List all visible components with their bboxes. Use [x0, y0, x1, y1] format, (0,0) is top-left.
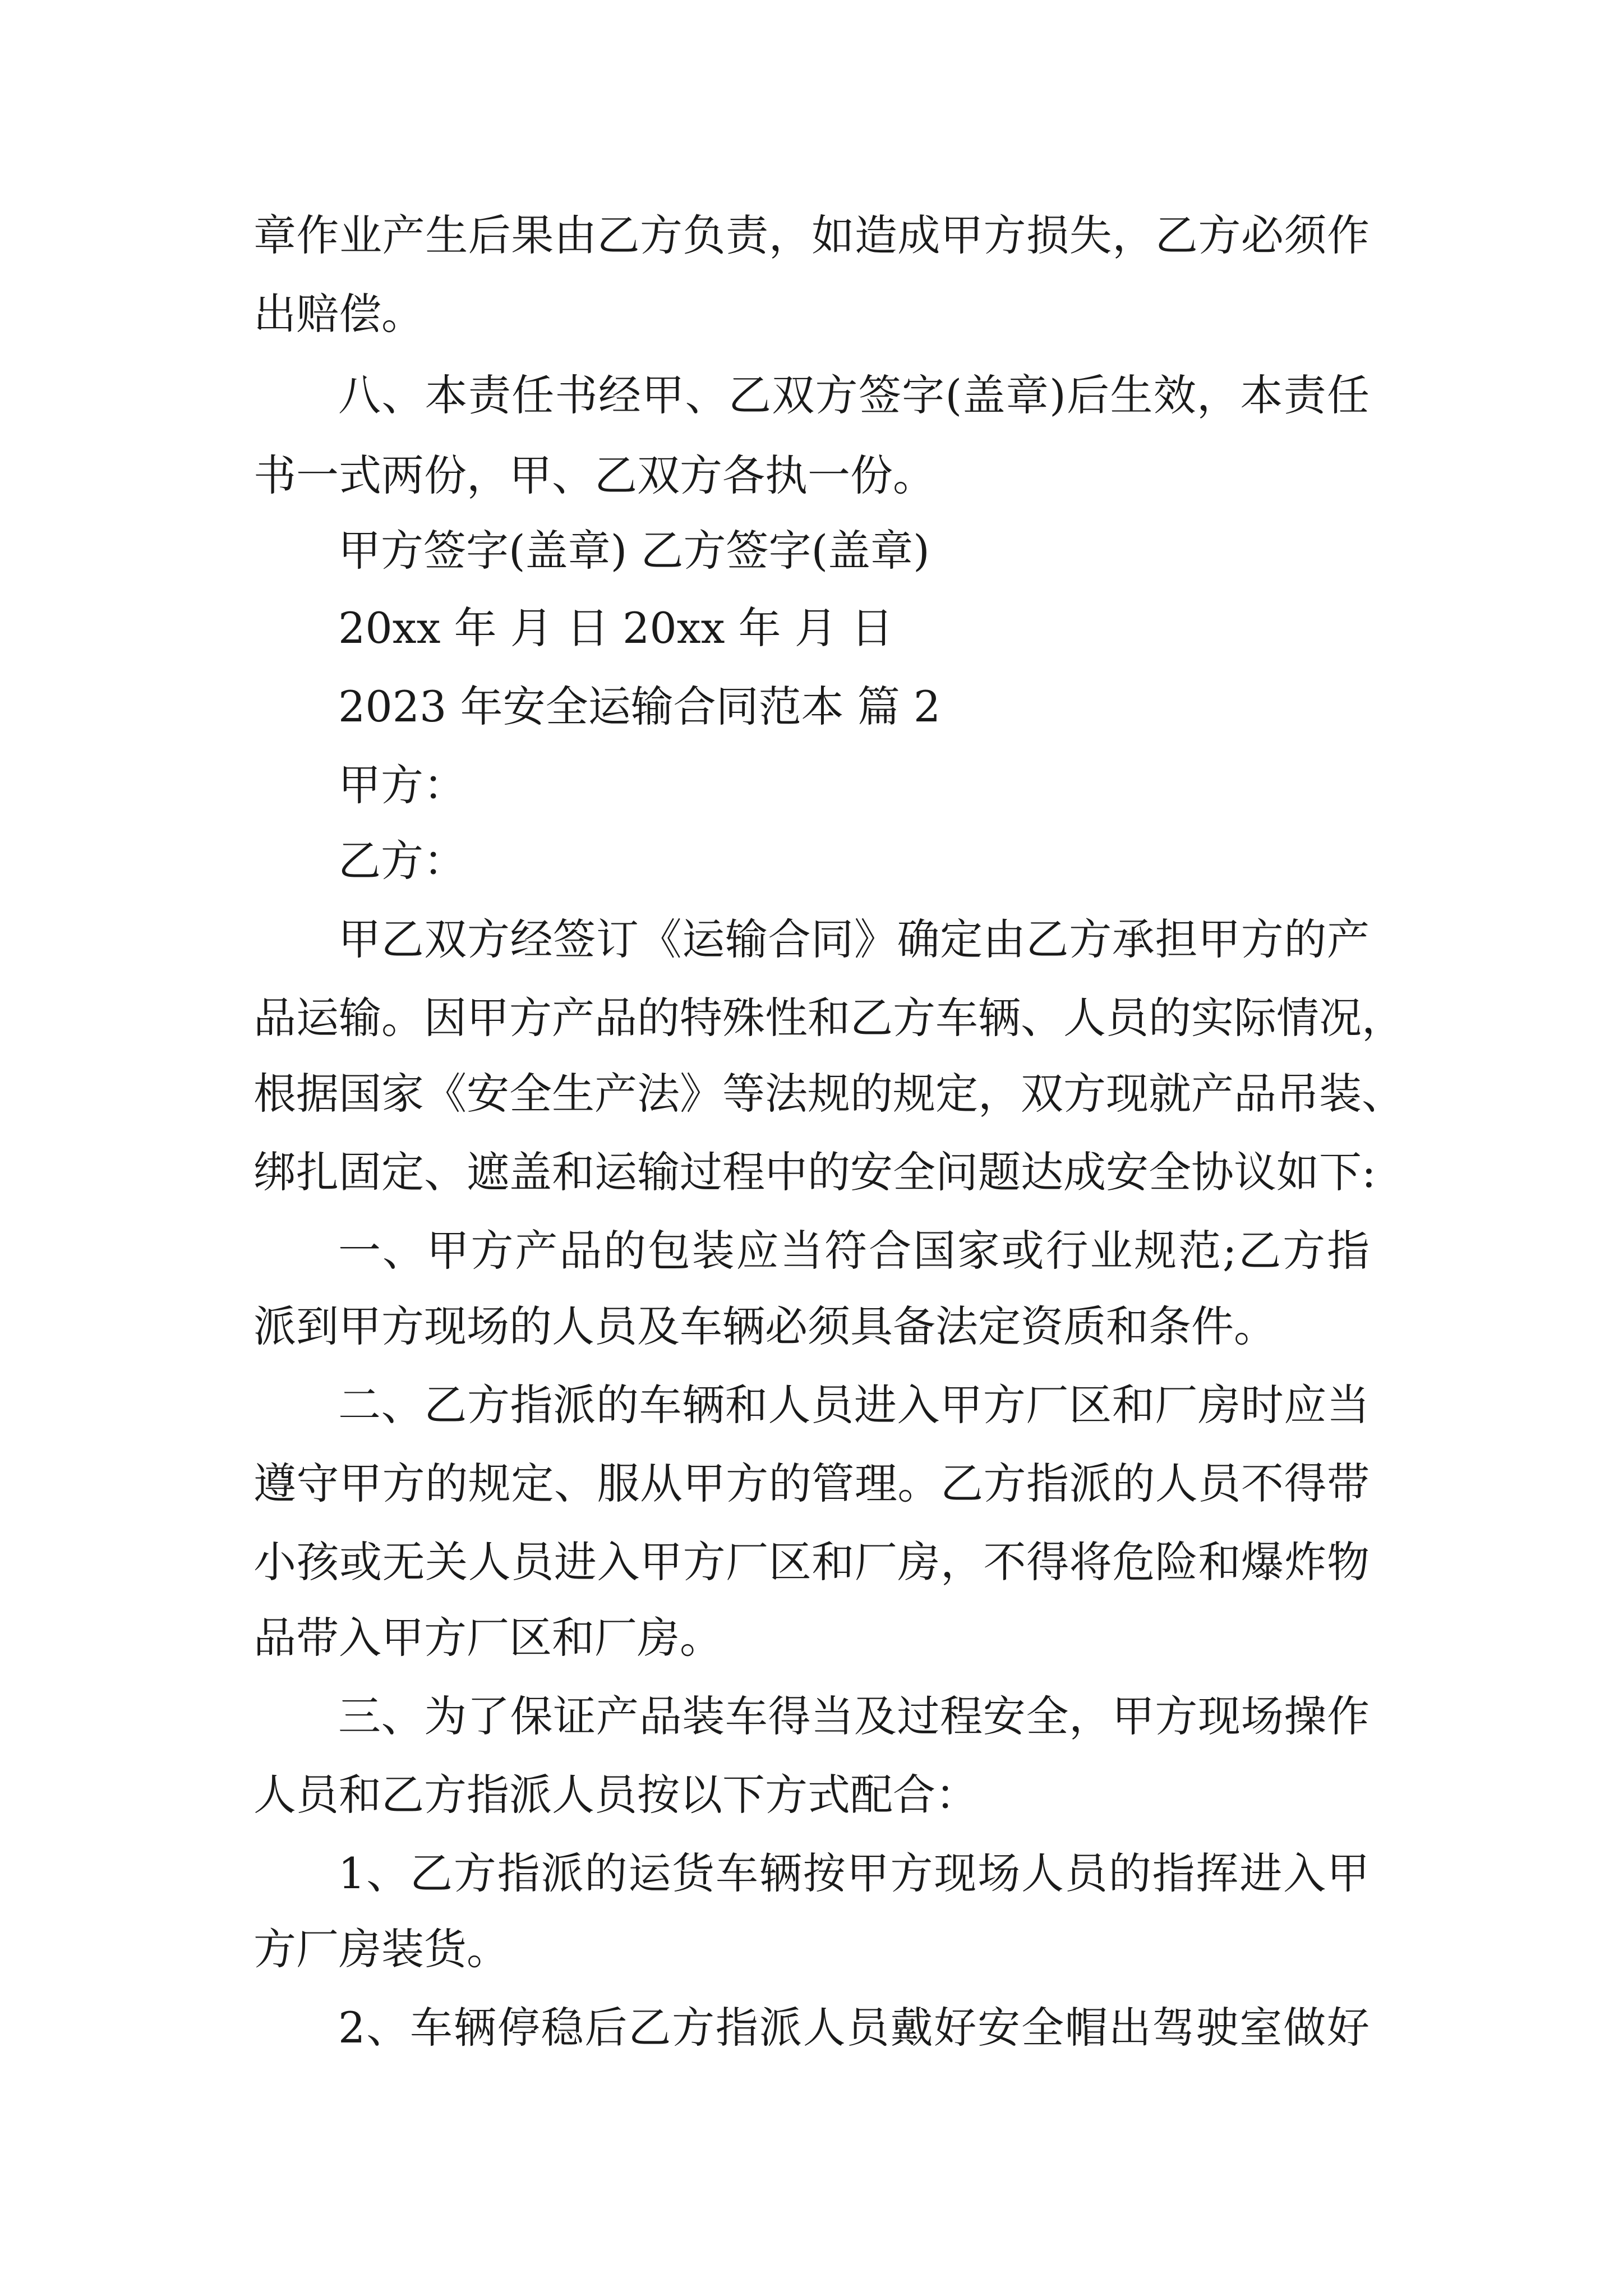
- text-line: 出赔偿。: [253, 289, 424, 339]
- text-line: 章作业产生后果由乙方负责，如造成甲方损失，乙方必须作: [253, 210, 1370, 260]
- text-line: 一、甲方产品的包装应当符合国家或行业规范;乙方指: [338, 1226, 1370, 1276]
- text-line: 派到甲方现场的人员及车辆必须具备法定资质和条件。: [253, 1301, 1276, 1351]
- party-a-line: 甲方：: [338, 760, 466, 810]
- signature-line: 甲方签字(盖章) 乙方签字(盖章): [338, 526, 930, 576]
- text-line: 品运输。因甲方产品的特殊性和乙方车辆、人员的实际情况，: [253, 993, 1404, 1043]
- section-heading: 2023 年安全运输合同范本 篇 2: [338, 682, 941, 731]
- text-line: 人员和乙方指派人员按以下方式配合：: [253, 1770, 978, 1820]
- text-line: 绑扎固定、遮盖和运输过程中的安全问题达成安全协议如下:: [253, 1147, 1376, 1197]
- text-line: 书一式两份，甲、乙双方各执一份。: [253, 450, 935, 500]
- text-line: 1、乙方指派的运货车辆按甲方现场人员的指挥进入甲: [338, 1848, 1370, 1898]
- text-line: 2、车辆停稳后乙方指派人员戴好安全帽出驾驶室做好: [338, 2003, 1370, 2053]
- text-line: 根据国家《安全生产法》等法规的规定，双方现就产品吊装、: [253, 1069, 1404, 1119]
- text-line: 方厂房装货。: [253, 1924, 509, 1974]
- text-line: 甲乙双方经签订《运输合同》确定由乙方承担甲方的产: [338, 914, 1370, 964]
- text-line: 八、本责任书经甲、乙双方签字(盖章)后生效，本责任: [338, 370, 1370, 420]
- text-line: 三、为了保证产品装车得当及过程安全，甲方现场操作: [338, 1691, 1370, 1741]
- text-line: 遵守甲方的规定、服从甲方的管理。乙方指派的人员不得带: [253, 1458, 1370, 1508]
- text-line: 二、乙方指派的车辆和人员进入甲方厂区和厂房时应当: [338, 1380, 1370, 1430]
- text-line: 小孩或无关人员进入甲方厂区和厂房，不得将危险和爆炸物: [253, 1537, 1370, 1587]
- text-line: 品带入甲方厂区和厂房。: [253, 1613, 722, 1663]
- party-b-line: 乙方：: [338, 836, 466, 886]
- date-line: 20xx 年 月 日 20xx 年 月 日: [338, 603, 893, 653]
